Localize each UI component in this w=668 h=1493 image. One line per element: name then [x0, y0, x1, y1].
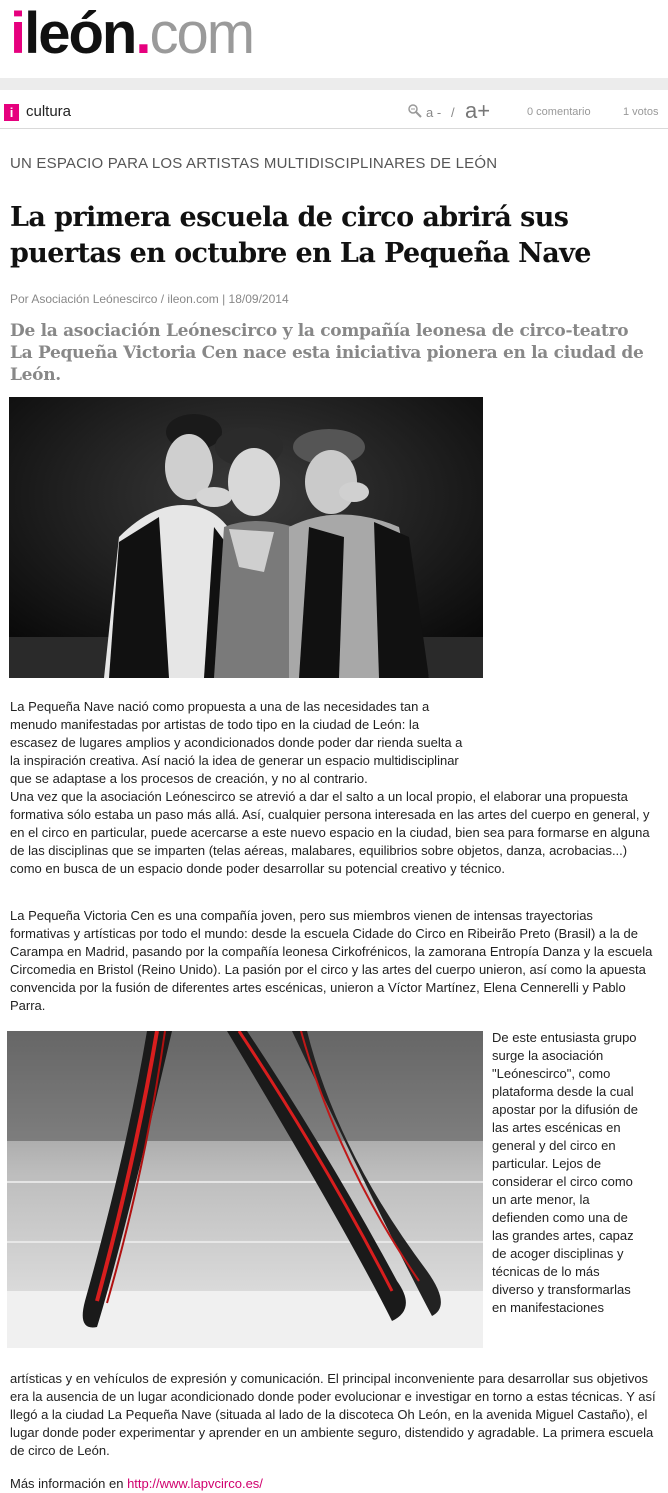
article-paragraph-4: artísticas y en vehículos de expresión y comunicación. El principal inconveniente para desarrollar sus objetivos era la ausencia de un lugar acondicionado donde poder evolucionar e investigar en torno a estas técnicas. Y así llegó a la ciudad La Pequeña Nave (situada al lado de la discoteca Oh León, en la avenida Miguel Castaño), el lugar donde poder experimentar y aprender en un ambiente seguro, distendido y agradable. La primera escuela de circo de León. — [10, 1371, 656, 1458]
more-info-label: Más información en — [10, 1476, 124, 1491]
article-paragraph-1-lead — [10, 698, 470, 788]
zoom-icon[interactable] — [407, 103, 423, 119]
font-decrease-button[interactable]: a - — [426, 105, 442, 120]
comments-count[interactable]: 0 comentario — [527, 106, 591, 118]
site-logo[interactable] — [10, 1, 254, 66]
article-lead: De la asociación Leónescirco y la compañía leonesa de circo-teatro La Pequeña Victoria Cen nace esta iniciativa pionera en la ciudad de León. — [10, 321, 644, 385]
article-paragraph-3: La Pequeña Victoria Cen es una compañía joven, pero sus miembros vienen de intensas trayectorias formativas y artísticas por todo el mundo: desde la escuela Cidade do Circo en Ribeirão Preto (Brasil) a la de Carampa en Madrid, pasando por la compañía leonesa Cirkofrénicos, la zamorana Entropía Danza y la escuela Circomedia en Bristol (Reino Unido). La pasión por el circo y las artes del cuerpo unieron, así como la apuesta convencida por la fusión de diferentes artes escénicas, unieron a Víctor Martínez, Elena Cennerelli y Pablo Parra. — [10, 908, 653, 1013]
article-byline: Por Asociación Leónescirco / ileon.com | 18/09/2014 — [10, 292, 289, 306]
logo-i: i — [10, 1, 25, 66]
article-paragraph-2: Una vez que la asociación Leónescirco se atrevió a dar el salto a un local propio, el elaborar una propuesta formativa sólo estaba un paso más allá. Así, cualquier persona interesada en las artes del cuerpo en general, y en el circo en particular, puede acercarse a este nuevo espacio en la ciudad, bien sea para formarse en alguna de las disciplinas que se imparten (telas aéreas, malabares, equilibrios sobre objetos, danza, acrobacias...) como en busca de un espacio donde poder desarrollar su potencial creativo y técnico. — [10, 789, 650, 876]
votes-count[interactable]: 1 votos — [623, 106, 659, 118]
logo-com: com — [149, 1, 254, 66]
more-info — [10, 1475, 655, 1493]
header-divider — [0, 78, 668, 90]
paragraph-1-text: La Pequeña Nave nació como propuesta a una de las necesidades tan a menudo manifestadas por artistas de todo tipo en la ciudad de León: la escasez de lugares amplios y acondicionados donde poder dar rienda suelta a la inspiración creativa. Así nació la idea de generar un espacio multidisciplinar que se adaptase a los procesos de creación, y no al contrario. — [10, 699, 463, 786]
logo-dot: . — [135, 1, 150, 66]
section-info-icon: i — [4, 104, 19, 121]
font-increase-button[interactable]: a+ — [465, 98, 491, 123]
section-bar — [0, 98, 668, 129]
article-title: La primera escuela de circo abrirá sus puertas en octubre en La Pequeña Nave — [10, 202, 591, 269]
article-photo-aerial-silks — [7, 1031, 483, 1348]
article-kicker: UN ESPACIO PARA LOS ARTISTAS MULTIDISCIPLINARES DE LEÓN — [10, 155, 498, 172]
article-photo-performers — [9, 397, 483, 678]
article-side-paragraph: De este entusiasta grupo surge la asociación "Leónescirco", como plataforma desde la cual apostar por la difusión de las artes escénicas en general y del circo en particular. Lejos de considerar el circo como un arte menor, la defienden como una de las grandes artes, capaz de acoger disciplinas y técnicas de lo más diverso y transformarlas en manifestaciones — [492, 1030, 638, 1315]
section-label[interactable]: cultura — [26, 103, 72, 120]
logo-leon: león — [24, 1, 136, 66]
font-size-separator: / — [451, 105, 455, 120]
more-info-link[interactable]: http://www.lapvcirco.es/ — [127, 1476, 263, 1491]
